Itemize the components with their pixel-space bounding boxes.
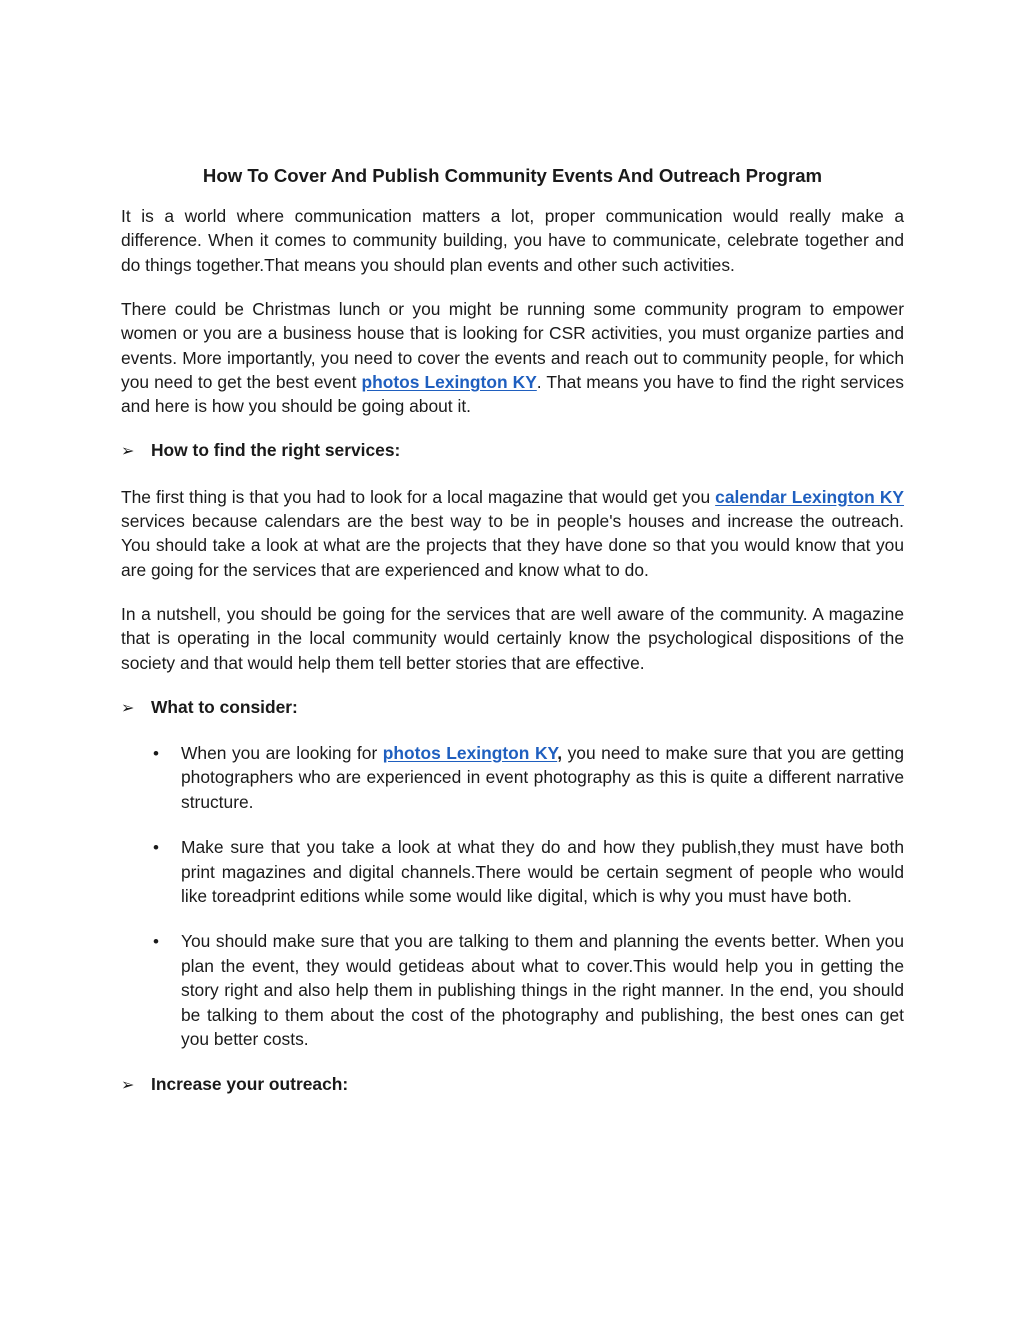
list-item <box>121 929 904 1051</box>
document-title: How To Cover And Publish Community Events And Outreach Program <box>202 165 823 186</box>
photos-lexington-link-2[interactable]: photos Lexington KY <box>382 742 558 763</box>
services-paragraph-text: The first thing is that you had to look for a local magazine that would get you <box>121 486 716 507</box>
arrow-bullet-icon: ➢ <box>121 1077 135 1095</box>
section-heading-label: What to consider: <box>151 696 298 717</box>
section-heading-label: How to find the right services: <box>151 440 401 461</box>
section-heading-outreach <box>121 1072 904 1098</box>
services-paragraph-text-end: services because calendars are the best way to be in people's houses and increase the outreach. You should take a look at what are the projects that they have done so that you would know that you are going for the services that are experienced and know what to do. <box>121 511 904 580</box>
nutshell-paragraph: In a nutshell, you should be going for the services that are well aware of the community. A magazine that is operating in the local community would certainly know the psychological dispositions of the society and that would help them tell better stories that are effective. <box>121 603 904 673</box>
events-paragraph-text-end: . That means you have to find the right services and here is how you should be going about it. <box>121 371 904 417</box>
events-paragraph-text: There could be Christmas lunch or you might be running some community program to empower women or you are a business house that is looking for CSR activities, you must organize parties and events. More importantly, you need to cover the events and reach out to community people, for which you need to get the best event <box>121 298 904 392</box>
consider-list <box>121 741 904 1051</box>
list-item-text-start: When you are looking for <box>181 742 383 763</box>
photos-lexington-link[interactable]: photos Lexington KY <box>361 371 537 392</box>
list-item-text <box>181 741 904 814</box>
list-item-text: Make sure that you take a look at what they do and how they publish,they must have both print magazines and digital channels.There would be certain segment of people who would like toreadprint editions while some would like digital, which is why you must have both. <box>181 837 904 906</box>
arrow-bullet-icon: ➢ <box>121 699 135 717</box>
bullet-dot-icon: • <box>153 743 159 763</box>
bullet-dot-icon: • <box>153 838 159 858</box>
list-item-comma: , <box>557 742 563 763</box>
section-heading-label: Increase your outreach: <box>151 1074 349 1095</box>
list-item-text: You should make sure that you are talking to them and planning the events better. When you plan the event, they would getideas about what to cover.This would help you in getting the story right and also help them in publishing things in the right manner. In the end, you should be talking to them about the cost of the photography and publishing, the best ones can get you better costs. <box>181 931 904 1049</box>
calendar-lexington-link[interactable]: calendar Lexington KY <box>715 486 905 507</box>
document-page <box>121 163 904 1119</box>
list-item <box>121 741 904 814</box>
list-item <box>121 835 904 908</box>
events-paragraph <box>121 297 904 419</box>
section-heading-consider <box>121 695 904 721</box>
intro-paragraph: It is a world where communication matters a lot, proper communication would really make a difference. When it comes to community building, you have to communicate, celebrate together and do things together.That means you should plan events and other such activities. <box>121 206 904 275</box>
arrow-bullet-icon: ➢ <box>121 443 135 461</box>
services-paragraph <box>121 485 904 583</box>
section-heading-find-services <box>121 438 904 464</box>
list-item-text-end: you need to make sure that you are getting photographers who are experienced in event photography as this is quite a different narrative structure. <box>181 742 905 812</box>
bullet-dot-icon: • <box>153 932 159 952</box>
